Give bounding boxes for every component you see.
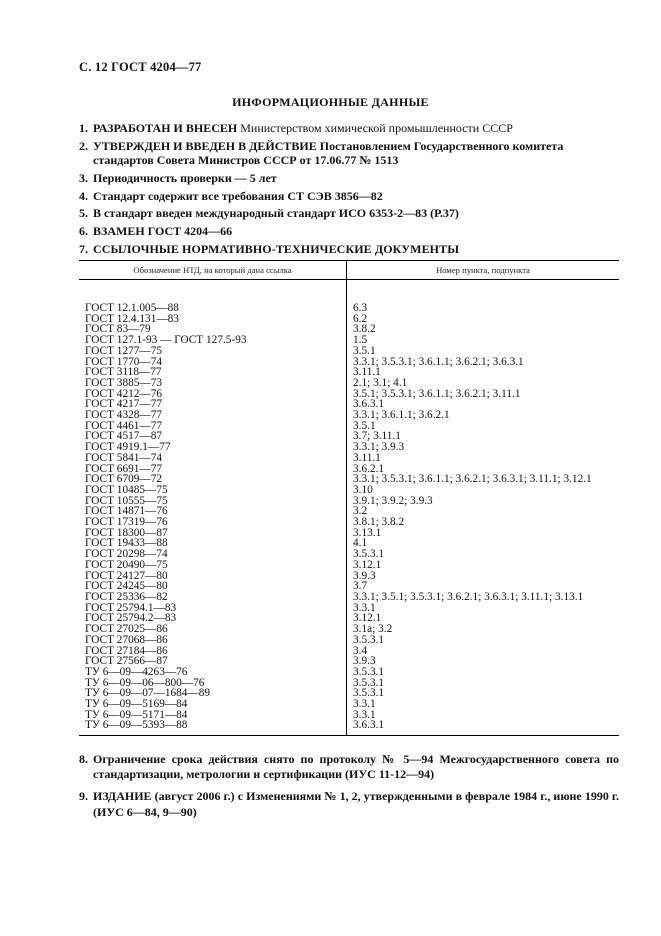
cell-clause: 2.1; 3.1; 4.1 bbox=[353, 376, 408, 389]
cell-designation: ТУ 6—09—06—800—76 bbox=[79, 678, 347, 689]
cell-designation: ГОСТ 24127—80 bbox=[79, 571, 347, 582]
cell-clause: 3.8.2 bbox=[353, 323, 376, 336]
cell-designation: ГОСТ 6691—77 bbox=[79, 464, 347, 475]
cell-designation: ГОСТ 25336—82 bbox=[79, 592, 347, 603]
item-text: Стандарт содержит все требования СТ СЭВ 3856—82 bbox=[93, 188, 383, 203]
cell-clause: 3.5.3.1 bbox=[353, 687, 385, 700]
cell-designation: ТУ 6—09—5171—84 bbox=[79, 710, 347, 721]
cell-designation: ГОСТ 127.1-93 — ГОСТ 127.5-93 bbox=[79, 335, 347, 346]
cell-clause: 3.11.1 bbox=[353, 451, 381, 464]
cell-designation: ГОСТ 5841—74 bbox=[79, 453, 347, 464]
item-bold-text: ВЗАМЕН ГОСТ 4204—66 bbox=[93, 224, 233, 239]
cell-designation: ГОСТ 3885—73 bbox=[79, 378, 347, 389]
cell-clause: 3.3.1; 3.9.3 bbox=[353, 441, 405, 454]
column-header-clause: Номер пункта, подпункта bbox=[347, 261, 620, 280]
cell-designation: ГОСТ 4517—87 bbox=[79, 431, 347, 442]
table-row bbox=[79, 346, 619, 357]
cell-designation: ГОСТ 27025—86 bbox=[79, 624, 347, 635]
cell-designation: ГОСТ 12.1.005—88 bbox=[79, 280, 347, 314]
table-header-row bbox=[79, 261, 619, 280]
item-number: 9. bbox=[79, 789, 88, 804]
cell-designation: ГОСТ 18300—87 bbox=[79, 528, 347, 539]
cell-clause: 3.11.1 bbox=[353, 366, 381, 379]
cell-clause: 3.9.1; 3.9.2; 3.9.3 bbox=[353, 494, 433, 507]
cell-designation: ГОСТ 4919.1—77 bbox=[79, 442, 347, 453]
item-number: 3. bbox=[79, 170, 88, 185]
info-item-5 bbox=[79, 206, 619, 220]
cell-clause: 3.13.1 bbox=[353, 526, 382, 539]
cell-designation: ТУ 6—09—5393—88 bbox=[79, 720, 347, 735]
item-number: 6. bbox=[79, 224, 88, 239]
cell-clause: 3.4 bbox=[353, 644, 368, 657]
cell-clause: 3.5.3.1 bbox=[353, 633, 385, 646]
cell-designation: ГОСТ 19433—88 bbox=[79, 538, 347, 549]
cell-clause: 3.3.1; 3.5.1; 3.5.3.1; 3.6.2.1; 3.6.3.1; 3.11.1; 3.13.1 bbox=[353, 590, 584, 603]
page-header: С. 12 ГОСТ 4204—77 bbox=[79, 60, 202, 74]
cell-designation: ГОСТ 3118—77 bbox=[79, 367, 347, 378]
info-item-2 bbox=[79, 139, 619, 167]
cell-clause: 3.3.1 bbox=[353, 601, 376, 614]
cell-clause: 3.3.1 bbox=[353, 708, 376, 721]
reference-documents-table bbox=[79, 260, 619, 736]
item-text: ИЗДАНИЕ (август 2006 г.) с Изменениями № 1, 2, утвержденными в феврале 1984 г., июне 1990 г. (ИУС 6—84, 9—90) bbox=[93, 789, 619, 819]
cell-clause: 3.5.1 bbox=[353, 419, 376, 432]
item-number: 7. bbox=[79, 241, 88, 256]
cell-clause: 3.7 bbox=[353, 580, 368, 593]
cell-clause: 3.10 bbox=[353, 483, 373, 496]
cell-clause: 3.8.1; 3.8.2 bbox=[353, 516, 405, 529]
item-bold-text: РАЗРАБОТАН И ВНЕСЕН bbox=[93, 121, 238, 135]
cell-designation: ГОСТ 27566—87 bbox=[79, 656, 347, 667]
cell-clause: 3.6.2.1 bbox=[353, 462, 385, 475]
cell-clause: 3.5.3.1 bbox=[353, 665, 385, 678]
item-number: 1. bbox=[79, 121, 88, 135]
table-row bbox=[79, 280, 619, 314]
cell-designation: ГОСТ 83—79 bbox=[79, 324, 347, 335]
cell-clause: 6.2 bbox=[353, 312, 368, 325]
cell-designation: ГОСТ 20490—75 bbox=[79, 560, 347, 571]
item-text: Министерством химической промышленности СССР bbox=[237, 121, 513, 135]
cell-designation: ГОСТ 1277—75 bbox=[79, 346, 347, 357]
info-item-9 bbox=[79, 789, 619, 819]
cell-clause: 3.3.1; 3.6.1.1; 3.6.2.1 bbox=[353, 409, 450, 422]
cell-clause: 1.5 bbox=[353, 334, 368, 347]
item-number: 4. bbox=[79, 188, 88, 203]
cell-designation: ТУ 6—09—4263—76 bbox=[79, 667, 347, 678]
cell-clause: 3.2 bbox=[353, 505, 368, 518]
item-text: Постановлением Государственного комитета стандартов Совета Министров СССР от 17.06.77 № 1513 bbox=[93, 138, 564, 167]
cell-designation: ТУ 6—09—5169—84 bbox=[79, 699, 347, 710]
cell-clause: 3.3.1; 3.5.3.1; 3.6.1.1; 3.6.2.1; 3.6.3.1; 3.11.1; 3.12.1 bbox=[353, 473, 592, 486]
cell-clause: 3.6.3.1 bbox=[353, 398, 385, 411]
table-row bbox=[79, 560, 619, 571]
table-row bbox=[79, 453, 619, 464]
cell-designation: ГОСТ 20298—74 bbox=[79, 549, 347, 560]
info-item-4 bbox=[79, 189, 619, 203]
info-item-7 bbox=[79, 242, 619, 256]
item-bold-text: УТВЕРЖДЕН И ВВЕДЕН В ДЕЙСТВИЕ bbox=[93, 138, 317, 153]
cell-designation: ГОСТ 10485—75 bbox=[79, 485, 347, 496]
cell-designation: ГОСТ 25794.2—83 bbox=[79, 613, 347, 624]
cell-designation: ГОСТ 6709—72 bbox=[79, 474, 347, 485]
cell-clause: 3.7; 3.11.1 bbox=[353, 430, 401, 443]
cell-clause: 6.3 bbox=[353, 302, 368, 314]
cell-designation: ГОСТ 1770—74 bbox=[79, 357, 347, 368]
item-number: 8. bbox=[79, 752, 88, 766]
cell-designation: ГОСТ 10555—75 bbox=[79, 496, 347, 507]
info-items-bottom bbox=[79, 752, 619, 827]
info-item-8 bbox=[79, 752, 619, 782]
table-row bbox=[79, 314, 619, 325]
info-item-1 bbox=[79, 121, 619, 135]
item-number: 5. bbox=[79, 206, 88, 221]
cell-clause: 3.9.3 bbox=[353, 655, 376, 668]
cell-designation: ТУ 6—09—07—1684—89 bbox=[79, 688, 347, 699]
item-bold-text: ССЫЛОЧНЫЕ НОРМАТИВНО-ТЕХНИЧЕСКИЕ ДОКУМЕНТЫ bbox=[93, 241, 460, 256]
table-body bbox=[79, 280, 619, 736]
column-header-designation: Обозначение НТД, на который дана ссылка bbox=[79, 261, 347, 280]
cell-designation: ГОСТ 4212—76 bbox=[79, 389, 347, 400]
info-items-list bbox=[79, 121, 619, 260]
item-text: Периодичность проверки — 5 лет bbox=[93, 170, 277, 185]
cell-clause: 3.5.3.1 bbox=[353, 676, 385, 689]
cell-designation: ГОСТ 24245—80 bbox=[79, 581, 347, 592]
cell-clause: 3.3.1 bbox=[353, 698, 376, 711]
table-row bbox=[79, 667, 619, 678]
cell-designation: ГОСТ 27068—86 bbox=[79, 635, 347, 646]
cell-clause: 3.5.3.1 bbox=[353, 548, 385, 561]
cell-designation: ГОСТ 17319—76 bbox=[79, 517, 347, 528]
cell-clause: 3.6.3.1 bbox=[347, 720, 620, 735]
cell-designation: ГОСТ 27184—86 bbox=[79, 646, 347, 657]
item-text: В стандарт введен международный стандарт ИСО 6353-2—83 (Р.37) bbox=[93, 206, 459, 221]
cell-designation: ГОСТ 4328—77 bbox=[79, 410, 347, 421]
cell-designation: ГОСТ 25794.1—83 bbox=[79, 603, 347, 614]
cell-clause: 3.5.1 bbox=[353, 344, 376, 357]
cell-designation: ГОСТ 4217—77 bbox=[79, 399, 347, 410]
info-item-3 bbox=[79, 171, 619, 185]
table-row bbox=[79, 635, 619, 646]
cell-clause: 4.1 bbox=[353, 537, 368, 550]
cell-clause: 3.12.1 bbox=[353, 612, 382, 625]
cell-clause: 3.1а; 3.2 bbox=[353, 623, 393, 636]
cell-designation: ГОСТ 14871—76 bbox=[79, 506, 347, 517]
cell-clause: 3.12.1 bbox=[353, 558, 382, 571]
cell-designation: ГОСТ 12.4.131—83 bbox=[79, 314, 347, 325]
table-row bbox=[79, 720, 619, 735]
cell-designation: ГОСТ 4461—77 bbox=[79, 421, 347, 432]
cell-clause: 3.3.1; 3.5.3.1; 3.6.1.1; 3.6.2.1; 3.6.3.1 bbox=[353, 355, 524, 368]
info-item-6 bbox=[79, 224, 619, 238]
cell-clause: 3.5.1; 3.5.3.1; 3.6.1.1; 3.6.2.1; 3.11.1 bbox=[353, 387, 521, 400]
cell-clause: 3.9.3 bbox=[353, 569, 376, 582]
item-text: Ограничение срока действия снято по протоколу № 5—94 Межгосударственного совета по стандартизации, метрологии и сертификации (ИУС 11-12—94) bbox=[93, 752, 619, 782]
section-title: ИНФОРМАЦИОННЫЕ ДАННЫЕ bbox=[232, 95, 429, 109]
item-number: 2. bbox=[79, 138, 88, 153]
